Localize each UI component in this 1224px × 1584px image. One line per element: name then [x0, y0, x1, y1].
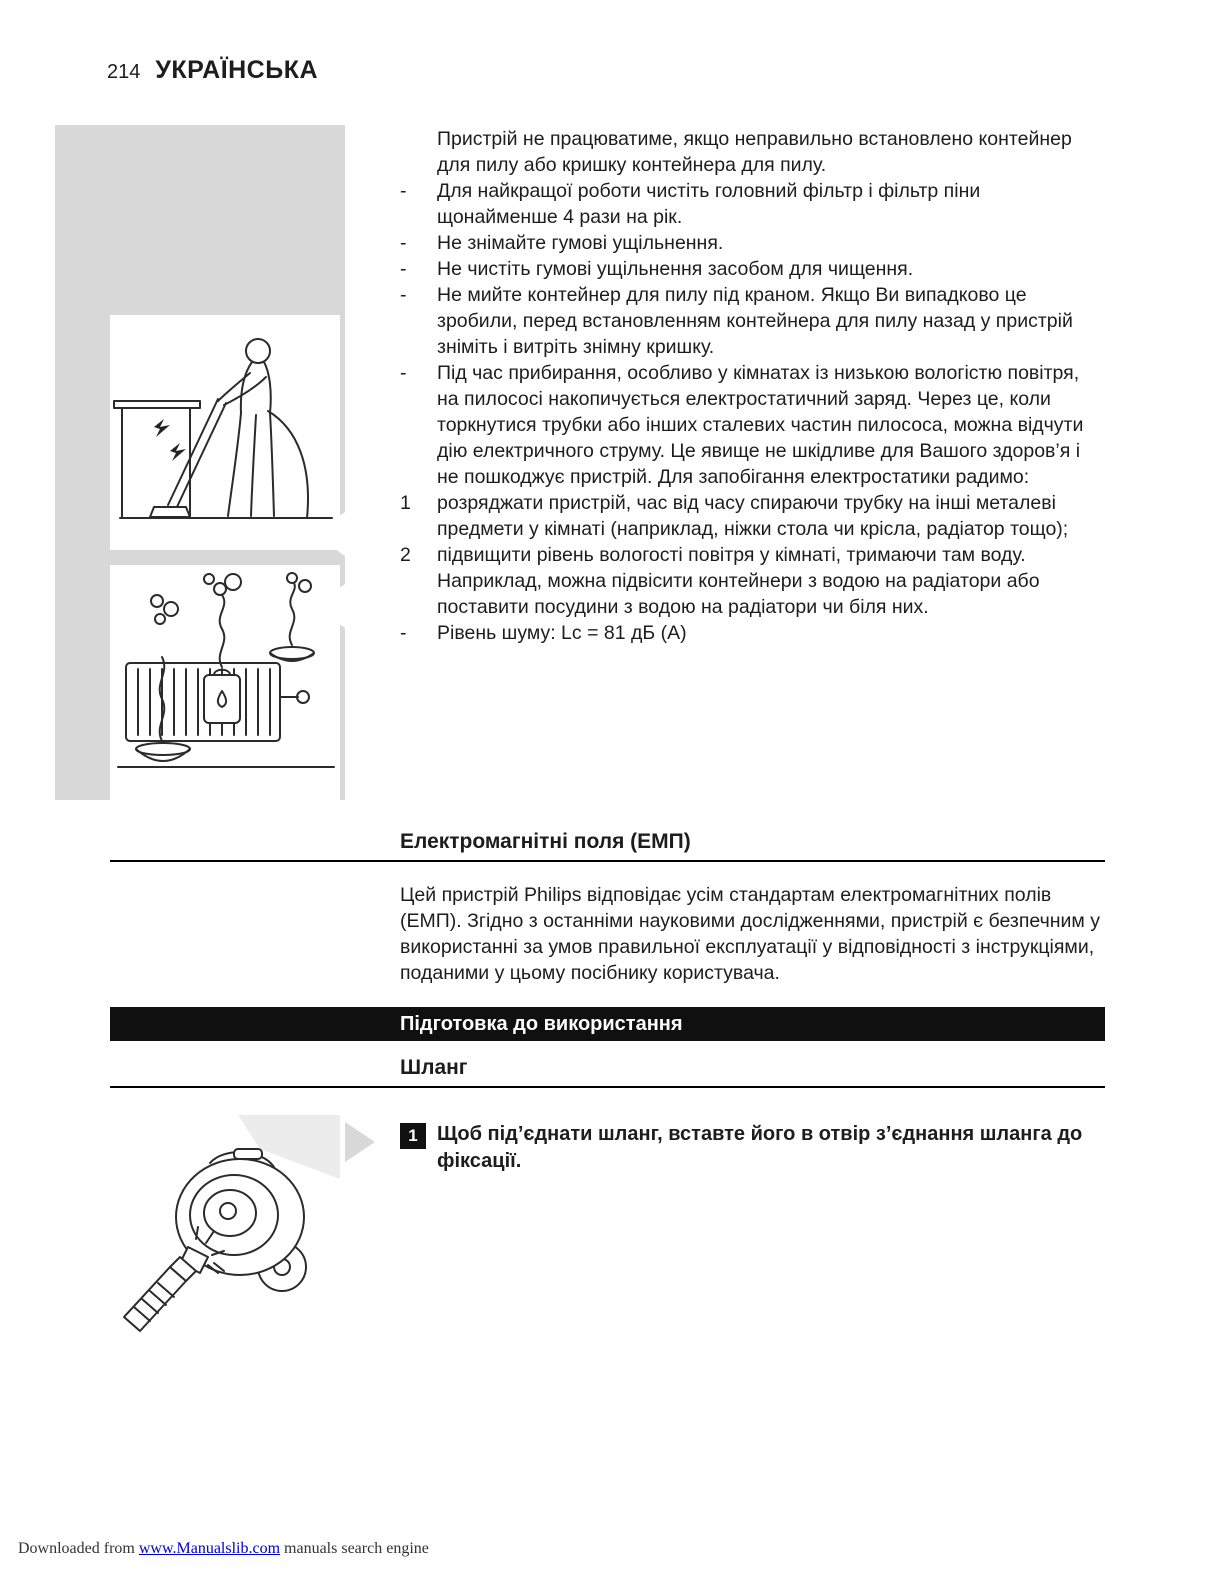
hose-heading-text: Шланг	[400, 1056, 468, 1079]
bullet-text: Не чистіть гумові ущільнення засобом для чищення.	[437, 258, 914, 280]
bullet-item	[400, 360, 1100, 490]
item-number: 1	[400, 492, 411, 514]
bullet-dash: -	[400, 284, 407, 306]
bullet-dash: -	[400, 180, 407, 202]
bullet-item	[400, 230, 1100, 256]
page-header	[107, 56, 318, 85]
bullet-item	[400, 178, 1100, 230]
emf-heading-text: Електромагнітні поля (ЕМП)	[400, 830, 691, 853]
heading-rule	[110, 860, 1105, 862]
bullet-dash: -	[400, 362, 407, 384]
bullet-item	[400, 256, 1100, 282]
page-number: 214	[107, 61, 141, 83]
vacuuming-static-illustration	[110, 315, 340, 550]
bullet-text: Для найкращої роботи чистіть головний фільтр і фільтр піни щонайменше 4 рази на рік.	[437, 180, 981, 228]
step-instruction-text: Щоб під’єднати шланг, вставте його в отвір з’єднання шланга до фіксації.	[437, 1123, 1083, 1172]
manualslib-link[interactable]: www.Manualslib.com	[138, 1540, 281, 1557]
body-text	[400, 126, 1100, 646]
download-footer	[18, 1540, 429, 1558]
emf-section-heading	[110, 830, 1105, 862]
noise-level-text: Рівень шуму: Lc = 81 дБ (А)	[437, 622, 687, 644]
bullet-dash: -	[400, 622, 407, 644]
bullet-dash: -	[400, 232, 407, 254]
heading-rule	[110, 1086, 1105, 1088]
intro-paragraph: Пристрій не працюватиме, якщо неправильно встановлено контейнер для пилу або кришку контейнера для пилу.	[437, 128, 1072, 176]
bullet-item	[400, 620, 1100, 646]
numbered-item	[400, 490, 1100, 542]
banner-text: Підготовка до використання	[400, 1012, 683, 1035]
bullet-text: Не мийте контейнер для пилу під краном. Якщо Ви випадково це зробили, перед встановленням контейнера для пилу назад у пристрій зніміть і витріть знімну кришку.	[437, 284, 1073, 358]
preparation-banner	[110, 1007, 1105, 1041]
numbered-text: розряджати пристрій, час від часу спираючи трубку на інші металеві предмети у кімнаті (наприклад, ніжки стола чи крісла, радіатор тощо);	[437, 492, 1069, 540]
numbered-item	[400, 542, 1100, 620]
bullet-dash: -	[400, 258, 407, 280]
numbered-text: підвищити рівень вологості повітря у кімнаті, тримаючи там воду. Наприклад, можна підвісити контейнери з водою на радіатори або поставити посудини з водою на радіатори чи біля них.	[437, 544, 1040, 618]
spark-icon	[154, 419, 170, 437]
hose-section-heading	[110, 1056, 1105, 1088]
radiator-humidity-illustration	[110, 565, 340, 800]
footer-suffix: manuals search engine	[280, 1540, 429, 1557]
hose-connection-illustration	[110, 1115, 340, 1345]
bullet-text: Не знімайте гумові ущільнення.	[437, 232, 724, 254]
language-title: УКРАЇНСЬКА	[155, 56, 319, 84]
footer-prefix: Downloaded from	[18, 1540, 139, 1557]
emf-body-text: Цей пристрій Philips відповідає усім стандартам електромагнітних полів (ЕМП). Згідно з останніми науковими дослідженнями, пристрій є безпечним у використанні за умов правильної експлуатації у відповідності з інструкціями, поданими у цьому посібнику користувача.	[400, 884, 1101, 984]
step-1	[400, 1121, 1100, 1175]
bullet-item	[400, 282, 1100, 360]
spark-icon	[170, 443, 186, 461]
step-number-badge: 1	[400, 1123, 426, 1149]
item-number: 2	[400, 544, 411, 566]
bullet-text: Під час прибирання, особливо у кімнатах із низькою вологістю повітря, на пилососі накопичується електростатичний заряд. Через це, коли торкнутися трубки або інших сталевих частин пилососа, можна відчути дію електричного струму. Це явище не шкідливе для Вашого здоров’я і не пошкоджує пристрій. Для запобігання електростатики радимо:	[437, 362, 1084, 488]
callout-arrow-icon	[345, 1122, 375, 1162]
